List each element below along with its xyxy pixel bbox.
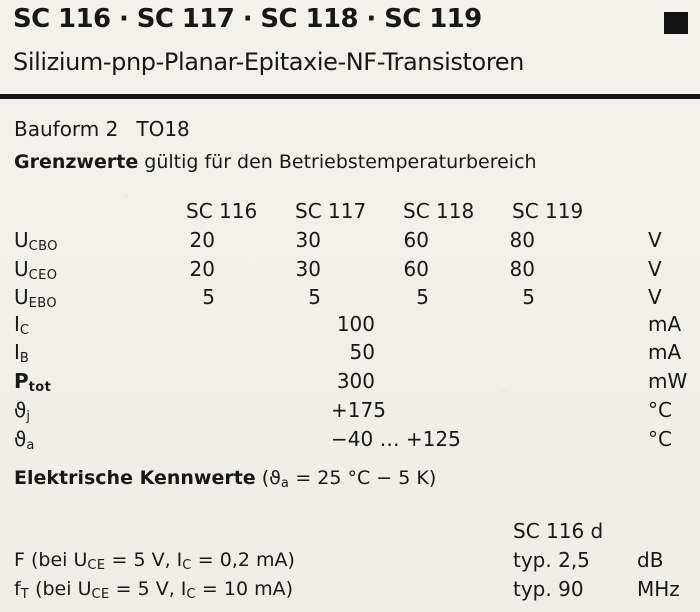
unit-label: dB: [637, 548, 664, 572]
limit-value: 100: [336, 312, 375, 336]
corner-marker-icon: [664, 12, 688, 34]
kennwerte-param-ft: [14, 576, 293, 608]
symbol-letter: U: [14, 257, 29, 281]
unit-label: °C: [648, 398, 672, 422]
symbol-subscript: j: [26, 409, 31, 424]
type-col-sc118: SC 118: [403, 199, 475, 223]
theta-symbol: ϑ: [14, 427, 27, 451]
symbol-subscript: C: [19, 323, 30, 338]
limit-value: 5: [308, 285, 321, 309]
limit-value: 60: [403, 228, 429, 252]
symbol-subscript: tot: [28, 380, 52, 395]
theta-symbol: ϑ: [14, 398, 27, 422]
unit-label: mW: [648, 369, 688, 393]
unit-label: V: [648, 257, 662, 281]
symbol-subscript: T: [20, 587, 30, 602]
symbol-subscript: EBO: [28, 296, 57, 311]
horizontal-rule: [0, 94, 700, 99]
condition-subscript: a: [280, 476, 290, 491]
condition-text: = 0,2 mA): [191, 549, 295, 571]
param-symbol-theta-a: [14, 426, 35, 459]
condition-prefix: (ϑ: [255, 467, 281, 489]
limit-value: +175: [331, 398, 386, 422]
symbol-letter: P: [14, 369, 29, 393]
kennwerte-row-transit-frequency: [0, 576, 700, 602]
condition-text: = 5 V, I: [105, 549, 183, 571]
condition-suffix: = 25 °C − 5 K): [289, 467, 437, 489]
limit-value: 30: [295, 257, 321, 281]
unit-label: mA: [648, 312, 682, 336]
limit-row-theta-j: [0, 397, 700, 423]
unit-label: V: [648, 285, 662, 309]
limit-row-ib: [0, 339, 700, 365]
symbol-letter: f: [14, 578, 21, 600]
symbol-subscript: CEO: [28, 268, 58, 283]
type-col-sc116: SC 116: [186, 199, 258, 223]
grenzwerte-heading: [14, 149, 537, 175]
symbol-subscript: CBO: [28, 239, 58, 254]
condition-text: (bei U: [29, 578, 92, 600]
type-col-sc119: SC 119: [512, 199, 584, 223]
limit-value: 5: [202, 285, 215, 309]
condition-text: (bei U: [24, 549, 88, 571]
condition-subscript: CE: [87, 558, 106, 573]
limit-value: 300: [336, 369, 375, 393]
unit-label: V: [648, 228, 662, 252]
kennwerte-col-header-row: [0, 518, 700, 544]
limit-value: 80: [509, 228, 535, 252]
limit-row-theta-a: [0, 426, 700, 452]
limit-value: 5: [416, 285, 429, 309]
condition-subscript: C: [186, 587, 196, 602]
page-title: SC 116 · SC 117 · SC 118 · SC 119: [13, 4, 482, 34]
kennwerte-row-noise-figure: [0, 547, 700, 573]
limit-row-ptot: [0, 368, 700, 394]
limit-value: −40 … +125: [331, 427, 461, 451]
symbol-letter: I: [14, 312, 20, 336]
type-header-row: [0, 198, 700, 224]
condition-text: = 10 mA): [195, 578, 294, 600]
kennwerte-condition: [256, 467, 437, 489]
grenzwerte-heading-bold: Grenzwerte: [14, 151, 139, 173]
unit-label: °C: [648, 427, 672, 451]
grenzwerte-heading-rest: gültig für den Betriebstemperaturbereich: [138, 151, 537, 173]
bauform-line: [14, 116, 190, 142]
limit-value: 20: [189, 257, 215, 281]
limit-row-ucbo: [0, 227, 700, 253]
limit-value: 80: [509, 257, 535, 281]
kennwerte-param-f: [14, 547, 295, 579]
condition-subscript: C: [182, 558, 192, 573]
kennwerte-heading: [14, 465, 436, 497]
package-code: TO18: [136, 117, 190, 141]
limit-value: 60: [403, 257, 429, 281]
kennwerte-value: typ. 2,5: [513, 548, 590, 572]
limit-row-uceo: [0, 256, 700, 282]
limit-value: 50: [349, 340, 375, 364]
condition-subscript: CE: [91, 587, 110, 602]
limit-value: 20: [189, 228, 215, 252]
symbol-subscript: a: [26, 438, 35, 453]
kennwerte-heading-bold: Elektrische Kennwerte: [14, 467, 256, 489]
limit-row-ic: [0, 311, 700, 337]
page-subtitle: Silizium-pnp-Planar-Epitaxie-NF-Transistoren: [13, 48, 524, 76]
limit-value: 5: [522, 285, 535, 309]
unit-label: MHz: [637, 577, 680, 601]
limit-row-uebo: [0, 284, 700, 310]
kennwerte-value: typ. 90: [513, 577, 584, 601]
limit-value: 30: [295, 228, 321, 252]
kennwerte-col-header: SC 116 d: [513, 519, 604, 543]
symbol-letter: I: [14, 340, 20, 364]
unit-label: mA: [648, 340, 682, 364]
condition-text: = 5 V, I: [109, 578, 187, 600]
symbol-letter: U: [14, 285, 29, 309]
bauform-label: Bauform 2: [14, 117, 119, 141]
symbol-letter: U: [14, 228, 29, 252]
type-col-sc117: SC 117: [295, 199, 367, 223]
symbol-letter: F: [14, 549, 25, 571]
symbol-subscript: B: [19, 351, 30, 366]
